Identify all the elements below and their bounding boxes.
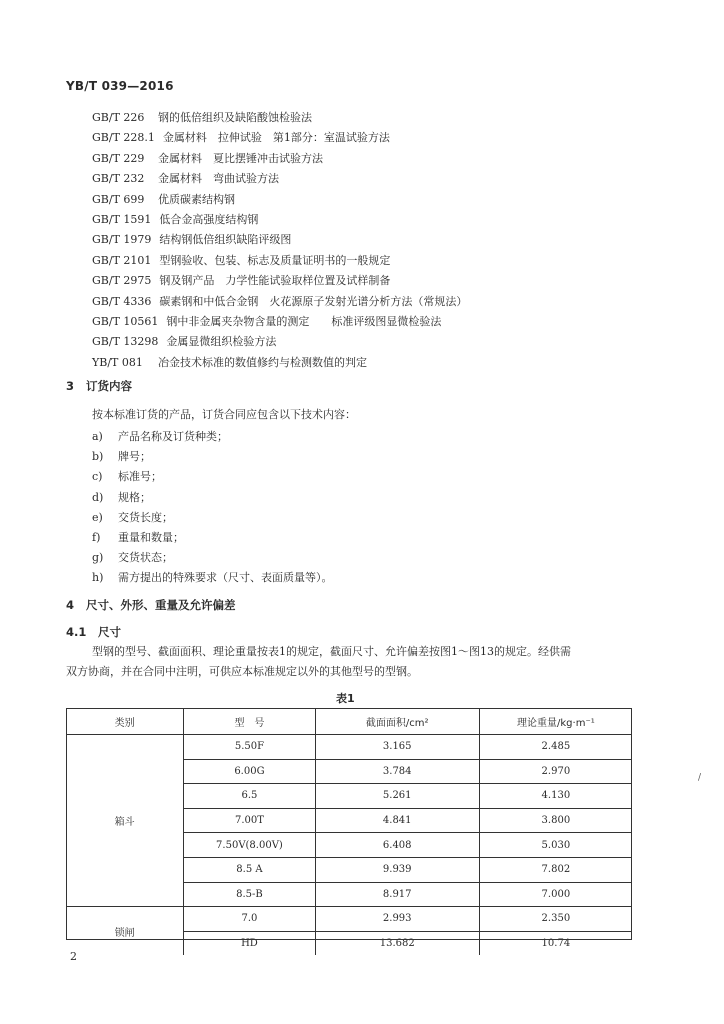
reference-title: 钢及钢产品 力学性能试验取样位置及试样制备 — [159, 274, 391, 288]
reference-title: 钢中非金属夹杂物含量的测定 标准评级图显微检验法 — [166, 314, 442, 328]
page-number: 2 — [70, 950, 77, 963]
list-marker: h) — [92, 571, 104, 585]
list-item — [92, 488, 333, 508]
list-item — [92, 548, 333, 568]
reference-item — [92, 128, 467, 148]
section-4-1-paragraph — [66, 642, 666, 682]
list-item — [92, 427, 333, 447]
list-item — [92, 508, 333, 528]
list-marker: b) — [92, 450, 104, 464]
category-cell: 锁闸 — [114, 927, 135, 939]
reference-title: 低合金高强度结构钢 — [159, 212, 259, 226]
area-cell: 5.261 — [315, 784, 479, 809]
model-cell: 7.50V(8.00V) — [184, 833, 316, 858]
section-3-heading — [66, 378, 132, 394]
section-title: 尺寸 — [98, 625, 121, 639]
weight-cell: 7.000 — [479, 882, 632, 907]
reference-item — [92, 190, 467, 210]
margin-mark: / — [698, 773, 702, 783]
section-number: 4 — [66, 598, 75, 612]
list-marker: d) — [92, 490, 104, 504]
list-text: 标准号； — [118, 470, 162, 484]
model-cell: 8.5 A — [184, 857, 316, 882]
weight-cell: 5.030 — [479, 833, 632, 858]
reference-item — [92, 292, 467, 312]
list-marker: c) — [92, 470, 103, 484]
list-text: 产品名称及订货种类； — [118, 430, 228, 443]
reference-item — [92, 169, 467, 189]
model-cell: 8.5-B — [184, 882, 316, 907]
reference-code: GB/T 4336 — [92, 294, 152, 308]
header-area: 截面面积/cm² — [315, 708, 479, 735]
reference-title: 碳素钢和中低合金钢 火花源原子发射光谱分析方法（常规法） — [159, 294, 468, 308]
list-text: 交货长度； — [118, 510, 173, 524]
area-cell: 3.165 — [315, 735, 479, 760]
header-category: 类别 — [66, 708, 184, 735]
reference-code: GB/T 13298 — [92, 335, 159, 349]
model-cell: 7.00T — [184, 808, 316, 833]
reference-title: 金属材料 拉伸试验 第1部分：室温试验方法 — [162, 131, 390, 145]
reference-item — [92, 312, 467, 332]
list-item — [92, 467, 333, 487]
list-text: 需方提出的特殊要求（尺寸、表面质量等）。 — [118, 571, 333, 585]
section-number: 3 — [66, 379, 75, 393]
order-content-list — [92, 427, 333, 589]
reference-item — [92, 149, 467, 169]
paragraph-line: 型钢的型号、截面面积、理论重量按表1的规定，截面尺寸、允许偏差按图1～图13的规定。经供需 — [92, 645, 571, 658]
area-cell: 6.408 — [315, 833, 479, 858]
reference-item — [92, 210, 467, 230]
reference-item — [92, 332, 467, 352]
area-cell: 3.784 — [315, 759, 479, 784]
table-1 — [66, 708, 632, 955]
weight-cell: 2.970 — [479, 759, 632, 784]
list-item — [92, 528, 333, 548]
area-cell: 8.917 — [315, 882, 479, 907]
reference-title: 钢的低倍组织及缺陷酸蚀检验法 — [158, 111, 312, 124]
area-cell: 9.939 — [315, 857, 479, 882]
reference-code: GB/T 226 — [92, 111, 145, 124]
header-model: 型 号 — [184, 708, 316, 735]
list-marker: a) — [92, 430, 103, 443]
reference-title: 冶金技术标准的数值修约与检测数值的判定 — [158, 355, 367, 369]
list-text: 规格； — [118, 490, 151, 504]
model-cell: 6.00G — [184, 759, 316, 784]
section-number: 4.1 — [66, 625, 87, 639]
area-cell: 2.993 — [315, 907, 479, 932]
reference-code: GB/T 10561 — [92, 314, 159, 328]
reference-code: GB/T 2101 — [92, 253, 152, 267]
reference-code: GB/T 228.1 — [92, 131, 155, 145]
list-text: 交货状态； — [118, 551, 173, 565]
reference-item — [92, 230, 467, 250]
table-caption: 表1 — [336, 692, 355, 705]
reference-title: 结构钢低倍组织缺陷评级图 — [159, 233, 292, 247]
list-marker: e) — [92, 510, 103, 524]
list-text: 牌号； — [118, 450, 151, 464]
reference-item — [92, 353, 467, 373]
list-item — [92, 447, 333, 467]
area-cell: 4.841 — [315, 808, 479, 833]
list-marker: f) — [92, 530, 101, 544]
reference-code: GB/T 229 — [92, 151, 145, 165]
reference-code: GB/T 1979 — [92, 233, 152, 247]
reference-title: 金属材料 夏比摆锤冲击试验方法 — [158, 151, 323, 165]
weight-cell: 7.802 — [479, 857, 632, 882]
list-marker: g) — [92, 551, 104, 565]
model-cell: 6.5 — [184, 784, 316, 809]
reference-code: GB/T 232 — [92, 172, 145, 186]
reference-code: GB/T 1591 — [92, 212, 152, 226]
reference-item — [92, 251, 467, 271]
normative-references-list — [92, 108, 467, 373]
reference-title: 金属材料 弯曲试验方法 — [158, 172, 279, 186]
weight-cell: 2.350 — [479, 907, 632, 932]
table-row — [66, 735, 632, 760]
area-cell: 13.682 — [315, 931, 479, 955]
weight-cell: 3.800 — [479, 808, 632, 833]
reference-item — [92, 108, 467, 128]
reference-title: 优质碳素结构钢 — [158, 192, 235, 206]
reference-title: 型钢验收、包装、标志及质量证明书的一般规定 — [159, 253, 391, 267]
weight-cell: 10.74 — [479, 931, 632, 955]
reference-code: GB/T 2975 — [92, 274, 152, 288]
list-text: 重量和数量； — [118, 530, 184, 544]
table-header-row — [66, 708, 632, 735]
model-cell: 7.0 — [184, 907, 316, 932]
reference-item — [92, 271, 467, 291]
section-4-heading — [66, 597, 236, 613]
model-cell: 5.50F — [184, 735, 316, 760]
table-row — [66, 907, 632, 932]
document-code-header: YB/T 039—2016 — [66, 79, 174, 93]
reference-title: 金属显微组织检验方法 — [166, 335, 277, 349]
model-cell: HD — [184, 931, 316, 955]
section-title: 尺寸、外形、重量及允许偏差 — [86, 598, 236, 612]
reference-code: YB/T 081 — [92, 355, 143, 369]
section-4-1-heading — [66, 624, 121, 640]
reference-code: GB/T 699 — [92, 192, 145, 206]
list-item — [92, 568, 333, 588]
paragraph-line: 双方协商，并在合同中注明，可供应本标准规定以外的其他型号的型钢。 — [66, 665, 418, 678]
weight-cell: 2.485 — [479, 735, 632, 760]
header-weight: 理论重量/kg·m⁻¹ — [479, 708, 632, 735]
weight-cell: 4.130 — [479, 784, 632, 809]
section-title: 订货内容 — [86, 379, 132, 393]
category-cell: 箱斗 — [66, 735, 184, 907]
section-3-intro: 按本标准订货的产品，订货合同应包含以下技术内容： — [92, 408, 356, 421]
